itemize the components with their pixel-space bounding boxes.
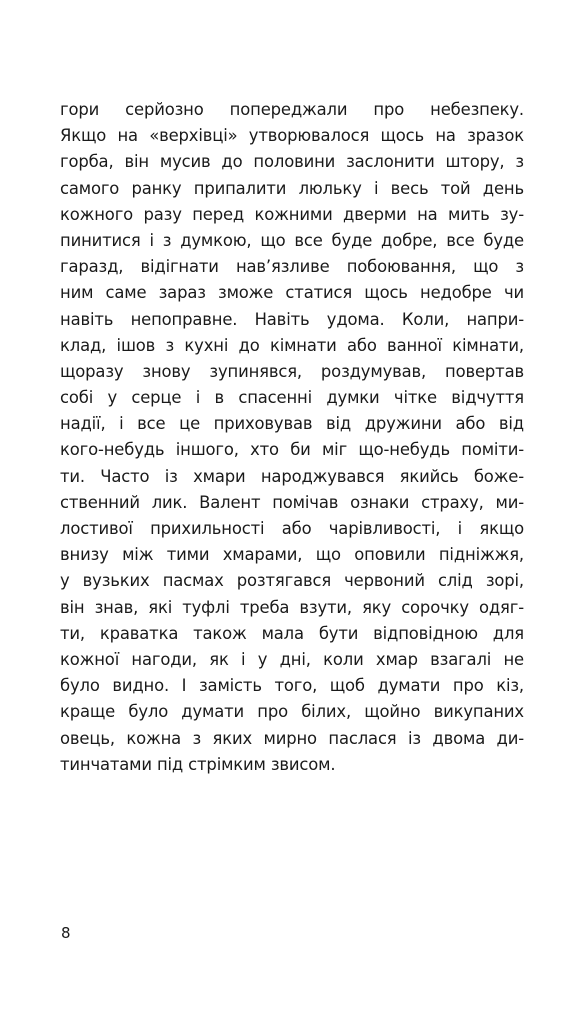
text-line: собі у серце і в спасенні думки чітке відчуття	[60, 388, 524, 408]
text-line: було видно. І замість того, щоб думати про кіз,	[60, 676, 524, 696]
text-line: ним саме зараз зможе статися щось недобре чи	[60, 283, 524, 303]
text-line: самого ранку припалити люльку і весь той день	[60, 178, 524, 198]
page-number: 8	[61, 924, 71, 942]
text-line: тинчатами під стрімким звисом.	[60, 754, 336, 774]
text-line: навіть непоправне. Навіть удома. Коли, напри-	[60, 309, 524, 329]
text-line: лостивої прихильності або чарівливості, і якщо	[60, 519, 524, 538]
text-line: ти. Часто із хмари народжувався якийсь боже-	[60, 466, 524, 486]
text-line: кого-небудь іншого, хто би міг що-небудь поміти-	[60, 440, 524, 460]
text-line: горба, він мусив до половини заслонити штору, з	[60, 152, 524, 172]
text-line: ственний лик. Валент помічав ознаки страху, ми-	[60, 492, 524, 512]
text-line: пинитися і з думкою, що все буде добре, все буде	[60, 230, 524, 250]
text-line: овець, кожна з яких мирно паслася із двома ди-	[60, 728, 524, 748]
text-line: клад, ішов з кухні до кімнати або ванної кімнати,	[60, 335, 524, 355]
text-line: гаразд, відігнати нав’язливе побоювання, що з	[60, 257, 524, 277]
text-line: гори серйозно попереджали про небезпеку.	[60, 100, 524, 119]
text-line: краще було думати про білих, щойно викупаних	[60, 702, 524, 722]
text-line: ти, краватка також мала бути відповідною для	[60, 623, 524, 643]
text-line: надії, і все це приховував від дружини або від	[60, 414, 524, 434]
text-line: кожного разу перед кожними дверми на мить зу-	[60, 204, 524, 224]
text-line: Якщо на «верхівці» утворювалося щось на зразок	[60, 126, 524, 146]
text-line: внизу між тими хмарами, що оповили підніжжя,	[60, 545, 524, 565]
text-line: щоразу знову зупинявся, роздумував, повертав	[60, 361, 524, 381]
text-line: у вузьких пасмах розтягався червоний слід зорі,	[60, 571, 524, 591]
text-line: кожної нагоди, як і у дні, коли хмар взагалі не	[60, 649, 524, 669]
text-line: він знав, які туфлі треба взути, яку сорочку одяг-	[60, 597, 524, 617]
body-text	[60, 97, 524, 778]
